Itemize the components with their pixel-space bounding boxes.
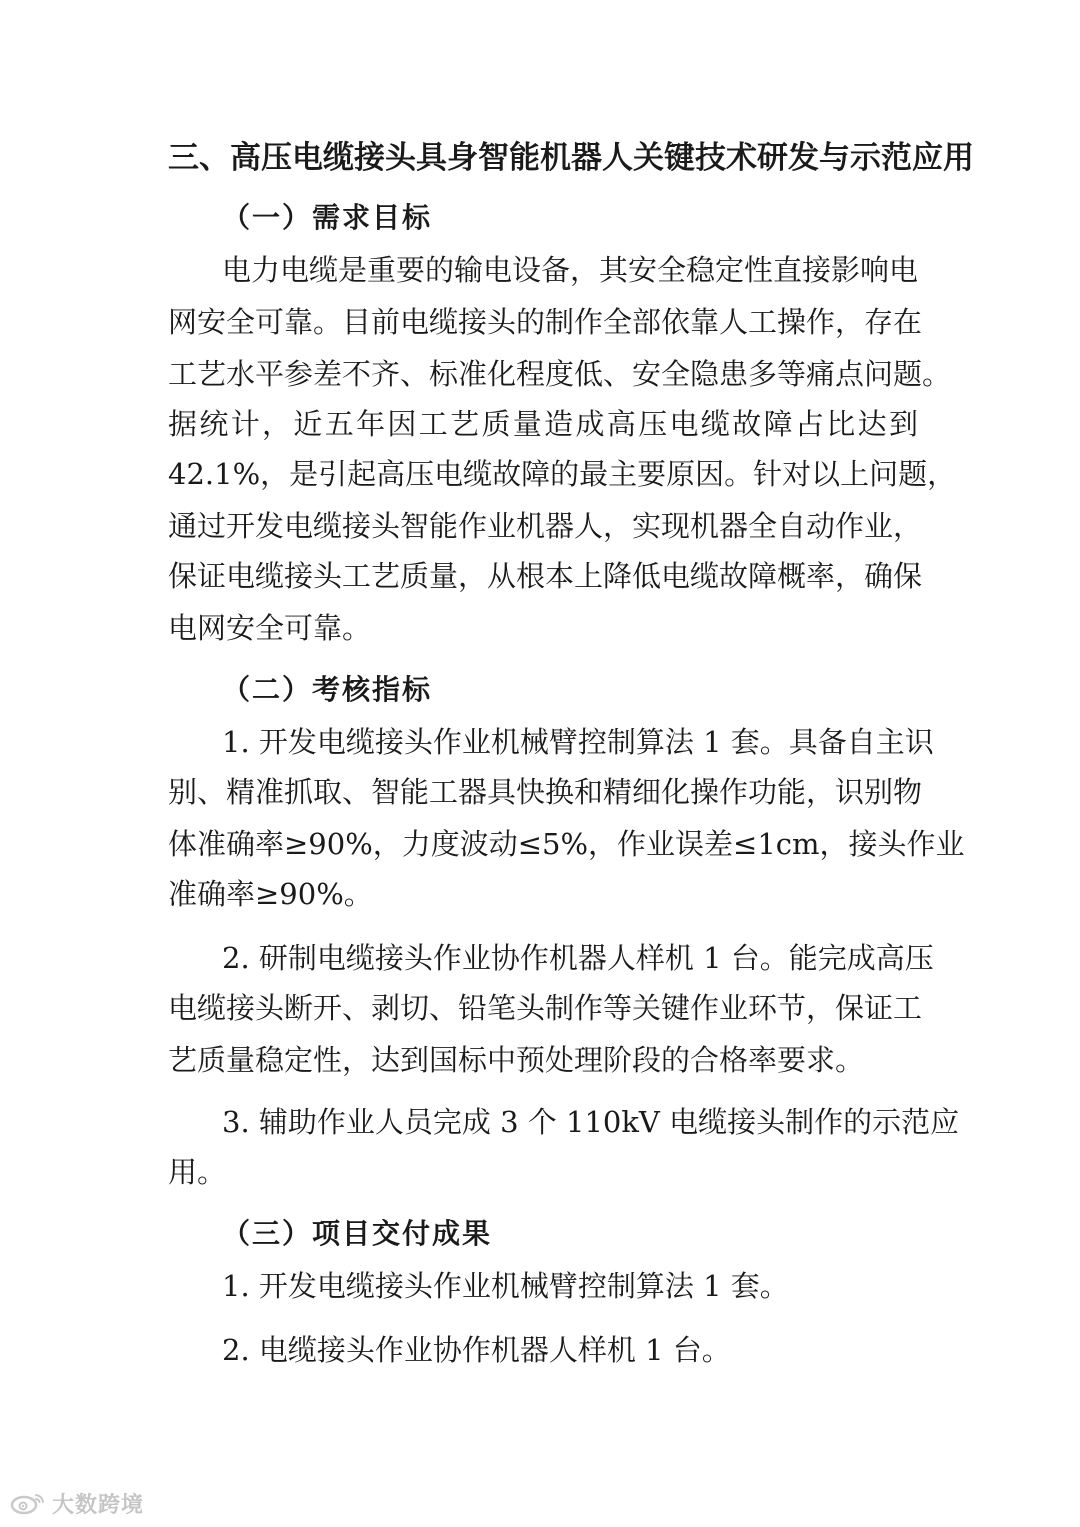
indicator-line: 艺质量稳定性，达到国标中预处理阶段的合格率要求。 [168, 1043, 865, 1077]
watermark-text: 大数跨境 [52, 1492, 145, 1518]
indicator-line: 用。 [168, 1155, 227, 1189]
watermark [10, 1488, 144, 1518]
section-heading-requirements: （一）需求目标 [222, 201, 433, 234]
indicator-line: 别、精准抓取、智能工器具快换和精细化操作功能，识别物 [168, 775, 923, 809]
paragraph-line: 42.1%，是引起高压电缆故障的最主要原因。针对以上问题， [168, 457, 957, 491]
section-heading-deliverables: （三）项目交付成果 [222, 1217, 493, 1250]
section-heading-indicators: （二）考核指标 [222, 673, 433, 706]
indicator-line: 2. 研制电缆接头作业协作机器人样机 1 台。能完成高压 [222, 941, 934, 975]
indicator-line: 电缆接头断开、剥切、铅笔头制作等关键作业环节，保证工 [168, 991, 923, 1025]
weibo-logo-icon [10, 1491, 46, 1515]
indicator-line: 准确率≥90%。 [168, 877, 373, 911]
paragraph-line: 电力电缆是重要的输电设备，其安全稳定性直接影响电 [222, 253, 919, 287]
paragraph-line: 通过开发电缆接头智能作业机器人，实现机器全自动作业， [168, 509, 923, 543]
deliverable-item: 1. 开发电缆接头作业机械臂控制算法 1 套。 [222, 1269, 789, 1303]
indicator-line: 体准确率≥90%，力度波动≤5%，作业误差≤1cm，接头作业 [168, 827, 965, 861]
paragraph-line: 保证电缆接头工艺质量，从根本上降低电缆故障概率，确保 [168, 559, 923, 593]
paragraph-line: 工艺水平参差不齐、标准化程度低、安全隐患多等痛点问题。 [168, 357, 952, 391]
paragraph-line: 网安全可靠。目前电缆接头的制作全部依靠人工操作，存在 [168, 305, 923, 339]
document-title: 三、高压电缆接头具身智能机器人关键技术研发与示范应用 [168, 140, 974, 176]
indicator-line: 1. 开发电缆接头作业机械臂控制算法 1 套。具备自主识 [222, 725, 934, 759]
paragraph-line: 电网安全可靠。 [168, 611, 372, 645]
deliverable-item: 2. 电缆接头作业协作机器人样机 1 台。 [222, 1333, 731, 1367]
paragraph-line: 据统计，近五年因工艺质量造成高压电缆故障占比达到 [168, 407, 918, 441]
indicator-line: 3. 辅助作业人员完成 3 个 110kV 电缆接头制作的示范应 [222, 1105, 960, 1139]
